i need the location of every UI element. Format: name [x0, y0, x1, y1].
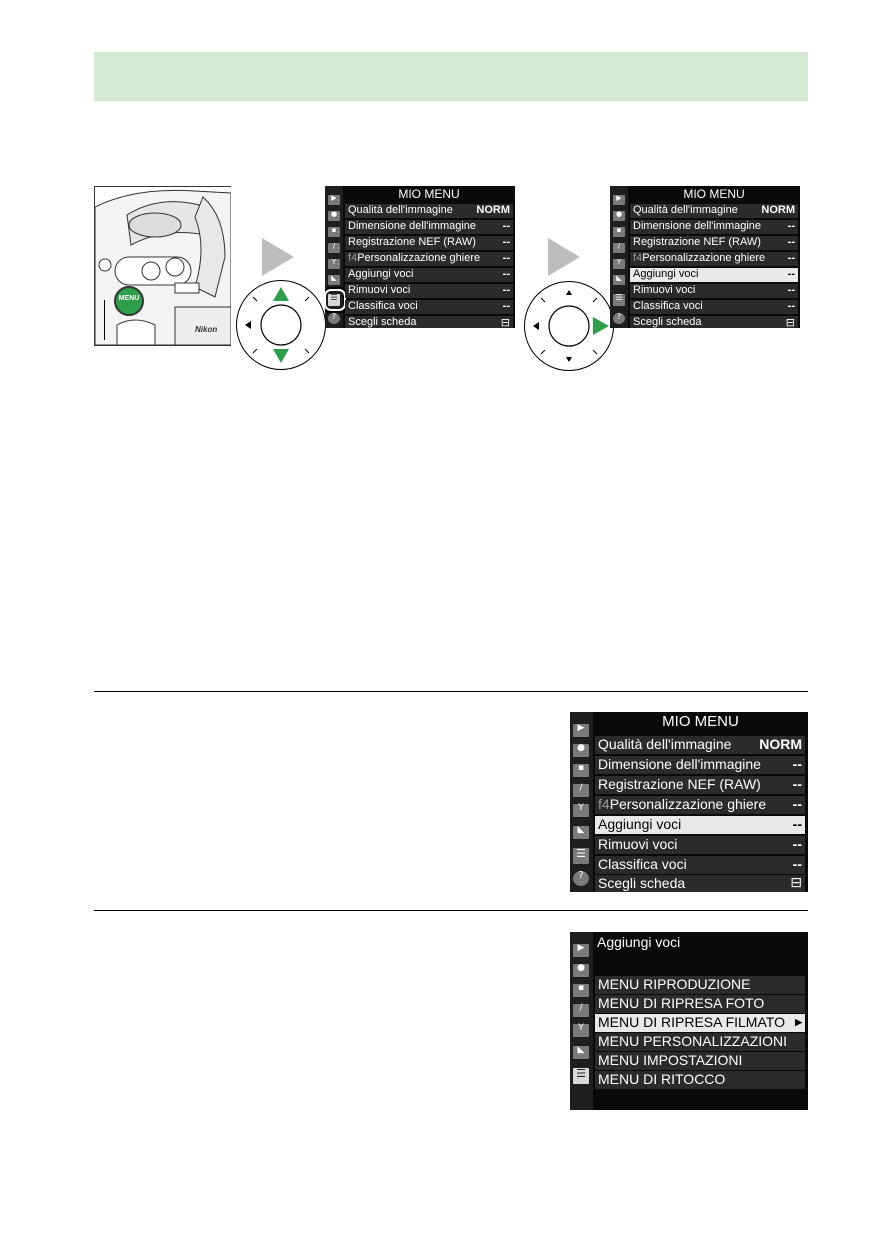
menu-item: Rimuovi voci -- [595, 836, 805, 854]
wrench-icon: Y [573, 804, 589, 817]
my-menu-screen-small [325, 186, 515, 328]
menu-item-highlighted: Aggiungi voci -- [630, 268, 798, 282]
tab-icon: ⊟ [790, 875, 802, 891]
menu-item: Dimensione dell'immagine -- [595, 756, 805, 774]
menu-button-label: MENU [118, 295, 140, 302]
section-divider [94, 691, 808, 692]
menu-item: Qualità dell'immagine NORM [630, 204, 798, 218]
movie-icon: ▪ [573, 984, 589, 997]
movie-icon: ▪ [573, 764, 589, 777]
help-icon: ? [573, 871, 589, 886]
menu-item: Scegli scheda ⊟ [595, 875, 805, 892]
callout-line [104, 300, 105, 340]
add-item-row: MENU RIPRODUZIONE [595, 976, 805, 994]
menu-item: Classifica voci -- [595, 856, 805, 874]
retouch-icon: ◣ [328, 275, 340, 285]
arrow-right-icon [262, 238, 294, 276]
movie-icon: ▪ [613, 227, 625, 237]
camera-icon: ● [613, 211, 625, 221]
add-item-row: MENU DI RITOCCO [595, 1071, 805, 1089]
menu-item: Classifica voci -- [345, 300, 513, 314]
playback-icon: ▶ [328, 195, 340, 205]
my-menu-icon: ☰ [573, 848, 589, 864]
add-item-row: MENU PERSONALIZZAZIONI [595, 1033, 805, 1051]
menu-item: f4Personalizzazione ghiere -- [595, 796, 805, 814]
tab-icon: ⊟ [500, 316, 510, 328]
playback-icon: ▶ [573, 724, 589, 737]
menu-item: Dimensione dell'immagine -- [630, 220, 798, 234]
chevron-right-icon: ▶ [795, 1017, 802, 1027]
add-item-row-highlighted: MENU DI RIPRESA FILMATO ▶ [595, 1014, 805, 1032]
help-icon: ? [328, 313, 340, 324]
menu-title: MIO MENU [662, 713, 739, 730]
menu-item: Classifica voci -- [630, 300, 798, 314]
menu-item: Registrazione NEF (RAW) -- [345, 236, 513, 250]
camera-illustration [94, 186, 231, 346]
wrench-icon: Y [613, 259, 625, 269]
add-items-screen [570, 932, 808, 1110]
menu-item: Registrazione NEF (RAW) -- [595, 776, 805, 794]
menu-item: Scegli scheda ⊟ [630, 316, 798, 328]
pencil-icon: / [613, 243, 625, 253]
multi-selector-up-down [236, 280, 326, 370]
camera-icon: ● [573, 964, 589, 977]
pencil-icon: / [573, 1004, 589, 1017]
retouch-icon: ◣ [573, 1046, 589, 1059]
camera-icon: ● [573, 744, 589, 757]
add-item-row: MENU DI RIPRESA FOTO [595, 995, 805, 1013]
menu-item: f4Personalizzazione ghiere -- [630, 252, 798, 266]
wrench-icon: Y [328, 259, 340, 269]
menu-item: f4Personalizzazione ghiere -- [345, 252, 513, 266]
camera-icon: ● [328, 211, 340, 221]
help-icon: ? [613, 313, 625, 324]
retouch-icon: ◣ [573, 826, 589, 839]
menu-item: Qualità dell'immagine NORM [345, 204, 513, 218]
multi-selector-right [524, 281, 614, 371]
my-menu-icon: ☰ [573, 1068, 589, 1084]
playback-icon: ▶ [613, 195, 625, 205]
pencil-icon: / [573, 784, 589, 797]
menu-title: MIO MENU [683, 187, 745, 201]
retouch-icon: ◣ [613, 275, 625, 285]
my-menu-screen-large [570, 712, 808, 892]
menu-item-highlighted: Aggiungi voci -- [595, 816, 805, 834]
wrench-icon: Y [573, 1024, 589, 1037]
my-menu-icon: ☰ [328, 294, 340, 306]
menu-item: Qualità dell'immagine NORM [595, 736, 805, 754]
header-bar [94, 52, 808, 101]
pencil-icon: / [328, 243, 340, 253]
menu-item: Dimensione dell'immagine -- [345, 220, 513, 234]
menu-item: Rimuovi voci -- [345, 284, 513, 298]
section-divider [94, 910, 808, 911]
my-menu-icon: ☰ [613, 294, 625, 306]
menu-item: Aggiungi voci -- [345, 268, 513, 282]
movie-icon: ▪ [328, 227, 340, 237]
arrow-right-icon [548, 238, 580, 276]
menu-item: Rimuovi voci -- [630, 284, 798, 298]
playback-icon: ▶ [573, 944, 589, 957]
menu-title: MIO MENU [398, 187, 460, 201]
menu-item: Scegli scheda ⊟ [345, 316, 513, 328]
camera-brand: Nikon [195, 325, 218, 334]
add-item-row: MENU IMPOSTAZIONI [595, 1052, 805, 1070]
tab-icon: ⊟ [785, 316, 795, 328]
menu-item: Registrazione NEF (RAW) -- [630, 236, 798, 250]
add-items-title: Aggiungi voci [597, 934, 681, 950]
my-menu-screen-small-highlight [610, 186, 800, 328]
